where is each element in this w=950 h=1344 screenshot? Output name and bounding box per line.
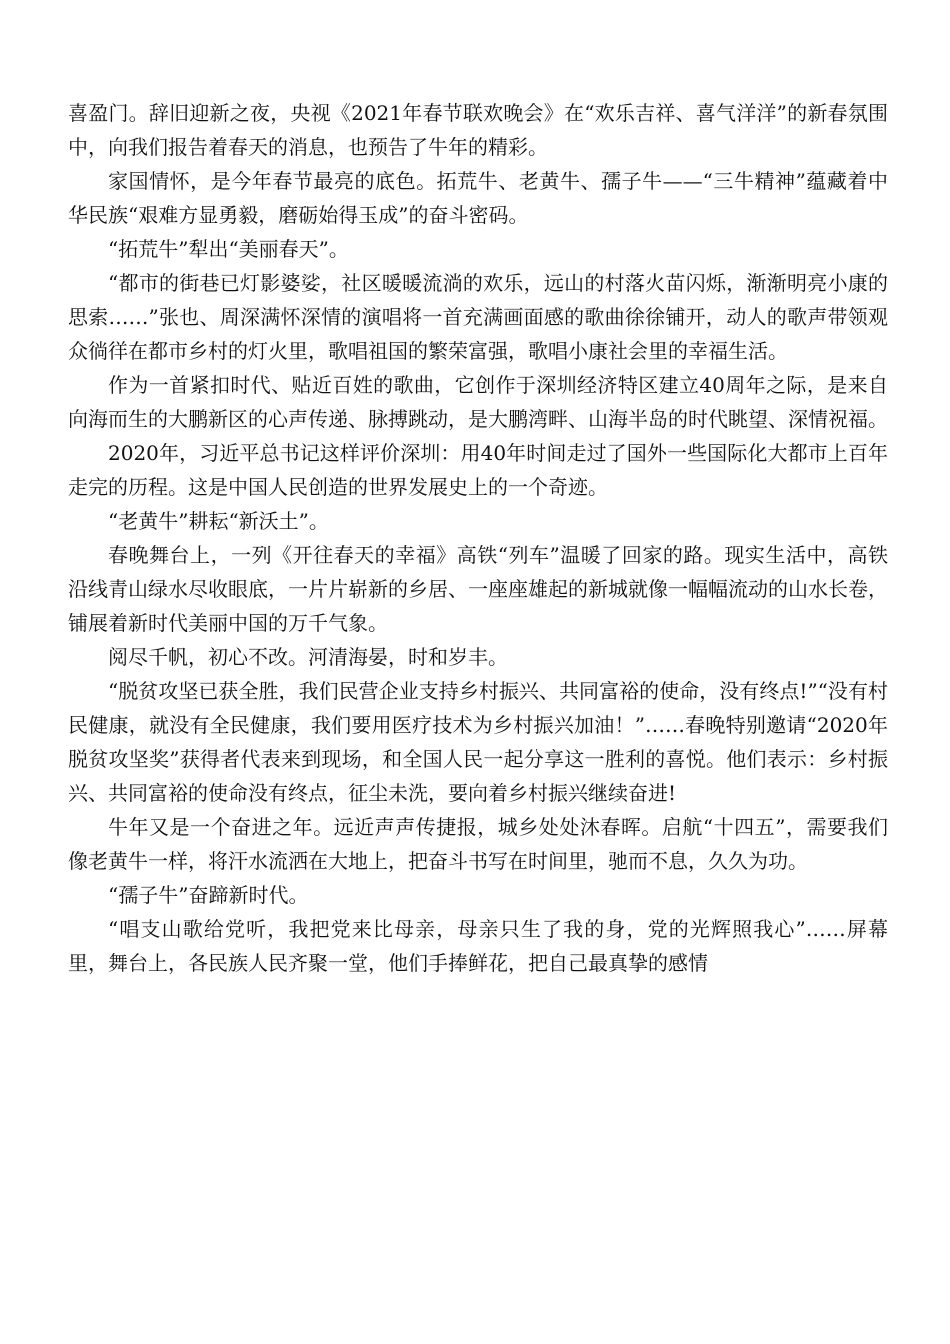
paragraph-3: “拓荒牛”犁出“美丽春天”。 <box>108 237 349 261</box>
document-body <box>68 96 888 980</box>
paragraph-8: 春晚舞台上，一列《开往春天的幸福》高铁“列车”温暖了回家的路。现实生活中，高铁沿线青山绿水尽收眼底，一片片崭新的乡居、一座座雄起的新城就像一幅幅流动的山水长卷，铺展着新时代美丽中国的万千气象。 <box>68 543 888 635</box>
paragraph-12: “孺子牛”奋蹄新时代。 <box>108 883 309 907</box>
paragraph-7: “老黄牛”耕耘“新沃土”。 <box>108 509 329 533</box>
paragraph-11: 牛年又是一个奋进之年。远近声声传捷报，城乡处处沐春晖。启航“十四五”，需要我们像老黄牛一样，将汗水流洒在大地上，把奋斗书写在时间里，驰而不息，久久为功。 <box>68 815 888 873</box>
paragraph-10: “脱贫攻坚已获全胜，我们民营企业支持乡村振兴、共同富裕的使命，没有终点!”“没有村民健康，就没有全民健康，我们要用医疗技术为乡村振兴加油！”……春晚特别邀请“2020年脱贫攻坚奖”获得者代表来到现场，和全国人民一起分享这一胜利的喜悦。他们表示：乡村振兴、共同富裕的使命没有终点，征尘未洗，要向着乡村振兴继续奋进! <box>68 679 888 805</box>
paragraph-4: “都市的街巷已灯影婆娑，社区暖暖流淌的欢乐，远山的村落火苗闪烁，渐渐明亮小康的思索……”张也、周深满怀深情的演唱将一首充满画面感的歌曲徐徐铺开，动人的歌声带领观众徜徉在都市乡村的灯火里，歌唱祖国的繁荣富强，歌唱小康社会里的幸福生活。 <box>68 271 888 363</box>
paragraph-1: 喜盈门。辞旧迎新之夜，央视《2021年春节联欢晚会》在“欢乐吉祥、喜气洋洋”的新春氛围中，向我们报告着春天的消息，也预告了牛年的精彩。 <box>68 101 888 159</box>
paragraph-9: 阅尽千帆，初心不改。河清海晏，时和岁丰。 <box>108 645 508 669</box>
paragraph-6: 2020年，习近平总书记这样评价深圳：用40年时间走过了国外一些国际化大都市上百年走完的历程。这是中国人民创造的世界发展史上的一个奇迹。 <box>68 441 888 499</box>
paragraph-5: 作为一首紧扣时代、贴近百姓的歌曲，它创作于深圳经济特区建立40周年之际，是来自向海而生的大鹏新区的心声传递、脉搏跳动，是大鹏湾畔、山海半岛的时代眺望、深情祝福。 <box>68 373 888 431</box>
paragraph-13: “唱支山歌给党听，我把党来比母亲，母亲只生了我的身，党的光辉照我心”……屏幕里，舞台上，各民族人民齐聚一堂，他们手捧鲜花，把自己最真挚的感情 <box>68 917 888 975</box>
paragraph-2: 家国情怀，是今年春节最亮的底色。拓荒牛、老黄牛、孺子牛——“三牛精神”蕴藏着中华民族“艰难方显勇毅，磨砺始得玉成”的奋斗密码。 <box>68 169 888 227</box>
